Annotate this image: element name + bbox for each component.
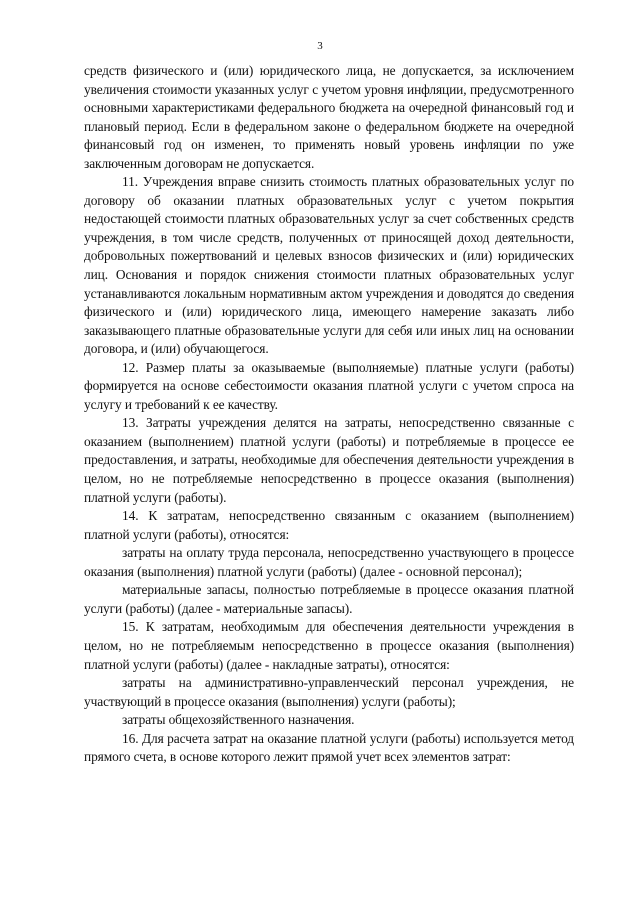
paragraph-item-15-admin-staff: затраты на административно-управленческий персонал учреждения, не участвующий в процессе оказания (выполнения) услуги (работы); bbox=[84, 675, 574, 709]
paragraph-item-15-general-costs: затраты общехозяйственного назначения. bbox=[122, 712, 355, 728]
paragraph-item-13: 13. Затраты учреждения делятся на затраты, непосредственно связанные с оказанием (выполнением) платной услуги (работы) и потребляемые в процессе ее предоставления, и затраты, необходимые для обеспечения деятельности учреждения в целом, но не потребляемые непосредственно в процессе оказания (выполнения) платной услуги (работы). bbox=[84, 415, 574, 505]
paragraph-item-14-material-costs: материальные запасы, полностью потребляемые в процессе оказания платной услуги (работы) (далее - материальные запасы). bbox=[84, 582, 574, 616]
paragraph-item-15: 15. К затратам, необходимым для обеспечения деятельности учреждения в целом, но не потребляемым непосредственно в процессе оказания (выполнения) платной услуги (работы) (далее - накладные затраты), относятся: bbox=[84, 619, 574, 672]
paragraph-item-12: 12. Размер платы за оказываемые (выполняемые) платные услуги (работы) формируется на основе себестоимости оказания платной услуги с учетом спроса на услугу и требований к ее качеству. bbox=[84, 359, 574, 412]
paragraph-item-11: 11. Учреждения вправе снизить стоимость платных образовательных услуг по договору об оказании платных образовательных услуг с учетом покрытия недостающей стоимости платных образовательных услуг за счет собственных средств учреждения, в том числе средств, полученных от приносящей доход деятельности, добровольных пожертвований и целевых взносов физических и (или) юридических лиц. Основания и порядок снижения стоимости платных образовательных услуг устанавливаются локальным нормативным актом учреждения и доводятся до сведения физического и (или) юридического лица, имеющего намерение заказать либо заказывающего платные образовательные услуги для себя или иных лиц на основании договора, и (или) обучающегося. bbox=[84, 174, 574, 357]
paragraph-item-14-staff-costs: затраты на оплату труда персонала, непосредственно участвующего в процессе оказания (выполнения) платной услуги (работы) (далее - основной персонал); bbox=[84, 545, 574, 579]
page-number: 3 bbox=[317, 40, 323, 52]
paragraph-item-16: 16. Для расчета затрат на оказание платной услуги (работы) используется метод прямого счета, в основе которого лежит прямой учет всех элементов затрат: bbox=[84, 730, 574, 765]
paragraph-continuation: средств физического и (или) юридического лица, не допускается, за исключением увеличения стоимости указанных услуг с учетом уровня инфляции, предусмотренного основными характеристиками федерального бюджета на очередной финансовый год и плановый период. Если в федеральном законе о федеральном бюджете на очередной финансовый год он изменен, то применять новый уровень инфляции по уже заключенным договорам не допускается. bbox=[84, 63, 574, 171]
document-body bbox=[84, 62, 574, 767]
paragraph-item-14: 14. К затратам, непосредственно связанным с оказанием (выполнением) платной услуги (работы), относятся: bbox=[84, 508, 574, 542]
